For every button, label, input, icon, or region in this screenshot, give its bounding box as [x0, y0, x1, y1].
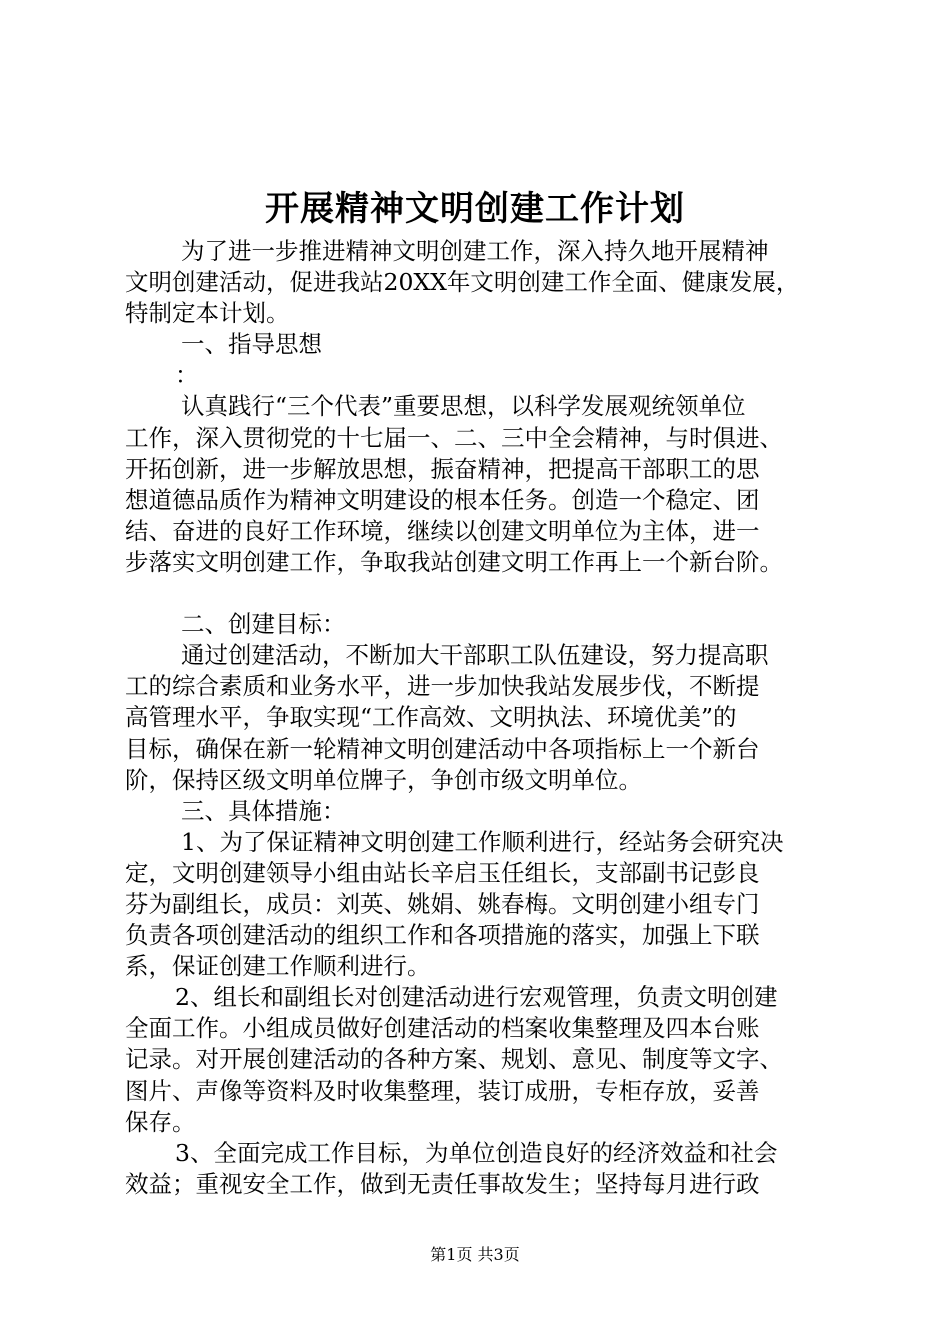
- body-line: 工作，深入贯彻党的十七届一、二、三中全会精神，与时俱进、: [125, 423, 783, 452]
- document-title: 开展精神文明创建工作计划: [265, 189, 685, 229]
- body-line: 开拓创新，进一步解放思想，振奋精神，把提高干部职工的思: [125, 454, 760, 483]
- body-line: 想道德品质作为精神文明建设的根本任务。创造一个稳定、团: [125, 485, 760, 514]
- body-line: 特制定本计划。: [125, 299, 290, 328]
- body-line: 文明创建活动，促进我站20XX年文明创建工作全面、健康发展，: [125, 268, 800, 297]
- body-line: 结、奋进的良好工作环境，继续以创建文明单位为主体，进一: [125, 516, 760, 545]
- body-line: 图片、声像等资料及时收集整理，装订成册，专柜存放，妥善: [125, 1076, 760, 1105]
- body-line: 步落实文明创建工作，争取我站创建文明工作再上一个新台阶。: [125, 547, 783, 576]
- page-number-footer: 第1页 共3页: [430, 1245, 520, 1264]
- body-line: 系，保证创建工作顺利进行。: [125, 952, 431, 981]
- body-line: 通过创建活动，不断加大干部职工队伍建设，努力提高职: [181, 641, 769, 670]
- body-line: 全面工作。小组成员做好创建活动的档案收集整理及四本台账: [125, 1014, 760, 1043]
- body-line: ：: [175, 361, 199, 390]
- body-line: 阶，保持区级文明单位牌子，争创市级文明单位。: [125, 765, 642, 794]
- section-heading-guiding-ideology: 一、指导思想: [181, 330, 322, 359]
- document-body: [125, 236, 845, 1200]
- body-line: 3、全面完成工作目标，为单位创造良好的经济效益和社会: [175, 1138, 778, 1167]
- body-line: 定，文明创建领导小组由站长辛启玉任组长，支部副书记彭良: [125, 858, 760, 887]
- body-line: 工的综合素质和业务水平，进一步加快我站发展步伐，不断提: [125, 672, 760, 701]
- body-line: 记录。对开展创建活动的各种方案、规划、意见、制度等文字、: [125, 1045, 783, 1074]
- body-line: 认真践行“三个代表”重要思想，以科学发展观统领单位: [181, 392, 746, 421]
- body-line: 目标，确保在新一轮精神文明创建活动中各项指标上一个新台: [125, 734, 760, 763]
- body-line: 2、组长和副组长对创建活动进行宏观管理，负责文明创建: [175, 983, 778, 1012]
- paragraph-gap: [125, 578, 845, 609]
- section-heading-measures: 三、具体措施：: [181, 796, 346, 825]
- body-line: 1、为了保证精神文明创建工作顺利进行，经站务会研究决: [181, 827, 784, 856]
- body-line: 为了进一步推进精神文明创建工作，深入持久地开展精神: [181, 237, 769, 265]
- body-line: 高管理水平，争取实现“工作高效、文明执法、环境优美”的: [125, 703, 737, 732]
- body-line: 负责各项创建活动的组织工作和各项措施的落实，加强上下联: [125, 921, 760, 950]
- body-line: 保存。: [125, 1107, 196, 1136]
- body-line: 效益；重视安全工作，做到无责任事故发生；坚持每月进行政: [125, 1169, 760, 1198]
- section-heading-goals: 二、创建目标：: [181, 610, 346, 639]
- body-line: 芬为副组长，成员：刘英、姚娟、姚春梅。文明创建小组专门: [125, 889, 760, 918]
